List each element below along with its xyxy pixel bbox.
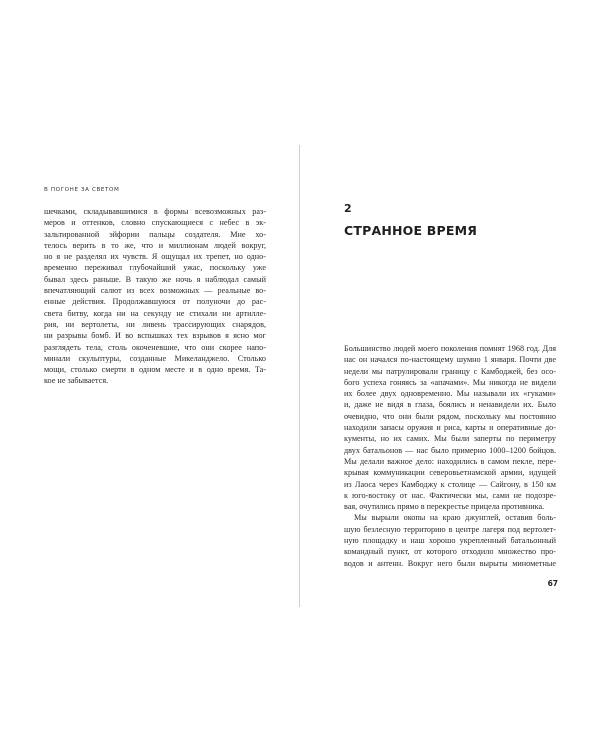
right-page-body xyxy=(344,343,556,569)
text-line: ную площадку и наш хорошо укрепленный батальонный xyxy=(344,536,556,546)
text-line: телось верить в то же, что и миллионам людей вокруг, xyxy=(44,240,266,250)
text-line: шую безлесную территорию в центре лагеря под вертолет- xyxy=(344,524,556,534)
text-line: бого успеха гоняясь за «апачами». Мы никогда не видели xyxy=(344,377,556,387)
text-line: минали скульптуры, созданные Микеланджело. Столько xyxy=(44,353,266,363)
text-line: рия, ни вертолеты, ни ливень трассирующих снарядов, xyxy=(44,319,266,329)
text-line: меров и оттенков, словно спускающиеся с небес в эк- xyxy=(44,218,266,228)
text-line: их более двух одновременно. Мы называли их «гуками» xyxy=(344,389,556,399)
text-line: двух батальонов — нас было примерно 1000–1200 бойцов. xyxy=(344,445,556,455)
text-line: но я не разделял их чувств. Я ощущал их трепет, но одно- xyxy=(44,252,266,262)
text-line: Большинство людей моего поколения помнят 1968 год. Для xyxy=(344,344,556,353)
text-line: крывая коммуникации северовьетнамской армии, идущей xyxy=(344,468,556,478)
text-line: водов и антенн. Вокруг него были вырыты минометные xyxy=(344,558,556,568)
text-line: и, даже не видя в глаза, боялись и ненавидели их. Было xyxy=(344,400,556,410)
chapter-number: 2 xyxy=(344,202,352,215)
page-number: 67 xyxy=(547,579,558,588)
chapter-title: СТРАННОЕ ВРЕМЯ xyxy=(344,223,478,238)
text-line: находили запасы оружия и риса, карты и оперативные до- xyxy=(344,423,556,433)
text-line: временно переживал глубочайший ужас, поскольку уже xyxy=(44,263,266,273)
text-line: впечатляющий салют из всех возможных — реальные во- xyxy=(44,286,266,296)
text-line: недели мы патрулировали границу с Камбоджей, без осо- xyxy=(344,366,556,376)
text-line: кое не забывается. xyxy=(44,376,109,386)
text-line: бывал здесь раньше. В такую же ночь я наблюдал самый xyxy=(44,274,266,284)
text-line: разглядеть тела, столь окоченевшие, что они скорее напо- xyxy=(44,342,266,352)
text-line: зальтированной эйфории пальцы создателя. Мне хо- xyxy=(44,229,266,239)
text-line: мощи, столько смерти в одном месте и в одно время. Та- xyxy=(44,365,266,375)
text-line: вая, очутились прямо в перекрестье прицела противника. xyxy=(344,502,545,512)
text-line: кументы, но их самих. Мы были заперты по периметру xyxy=(344,434,556,444)
text-line: к юго-востоку от нас. Фактически мы, сами не подозре- xyxy=(344,490,556,500)
text-line: Мы делали важное дело: находились в самом пекле, пере- xyxy=(344,456,556,466)
text-line: нас он начался по-настоящему шумно 1 января. Почти две xyxy=(344,355,556,365)
text-line: света битву, когда ни на секунду не стихали ни артилле- xyxy=(44,308,266,318)
text-line: очевидно, что они были рядом, поскольку мы постоянно xyxy=(344,411,556,421)
text-line: ни разрывы бомб. И во вспышках тех взрывов я ясно мог xyxy=(44,331,266,341)
text-line: енные действия. Продолжавшуюся от полуночи до рас- xyxy=(44,297,266,307)
text-line: командный пункт, от которого отходило множество про- xyxy=(344,547,556,557)
text-line: из Лаоса через Камбоджу к столице — Сайгону, в 150 км xyxy=(344,479,556,489)
text-line: шечками, складывавшимися в формы всевозможных раз- xyxy=(44,207,266,216)
text-line: Мы вырыли окопы на краю джунглей, оставив боль- xyxy=(354,513,556,523)
page-gutter xyxy=(299,145,300,607)
running-head: В ПОГОНЕ ЗА СВЕТОМ xyxy=(44,187,120,193)
left-page-body xyxy=(44,206,266,387)
